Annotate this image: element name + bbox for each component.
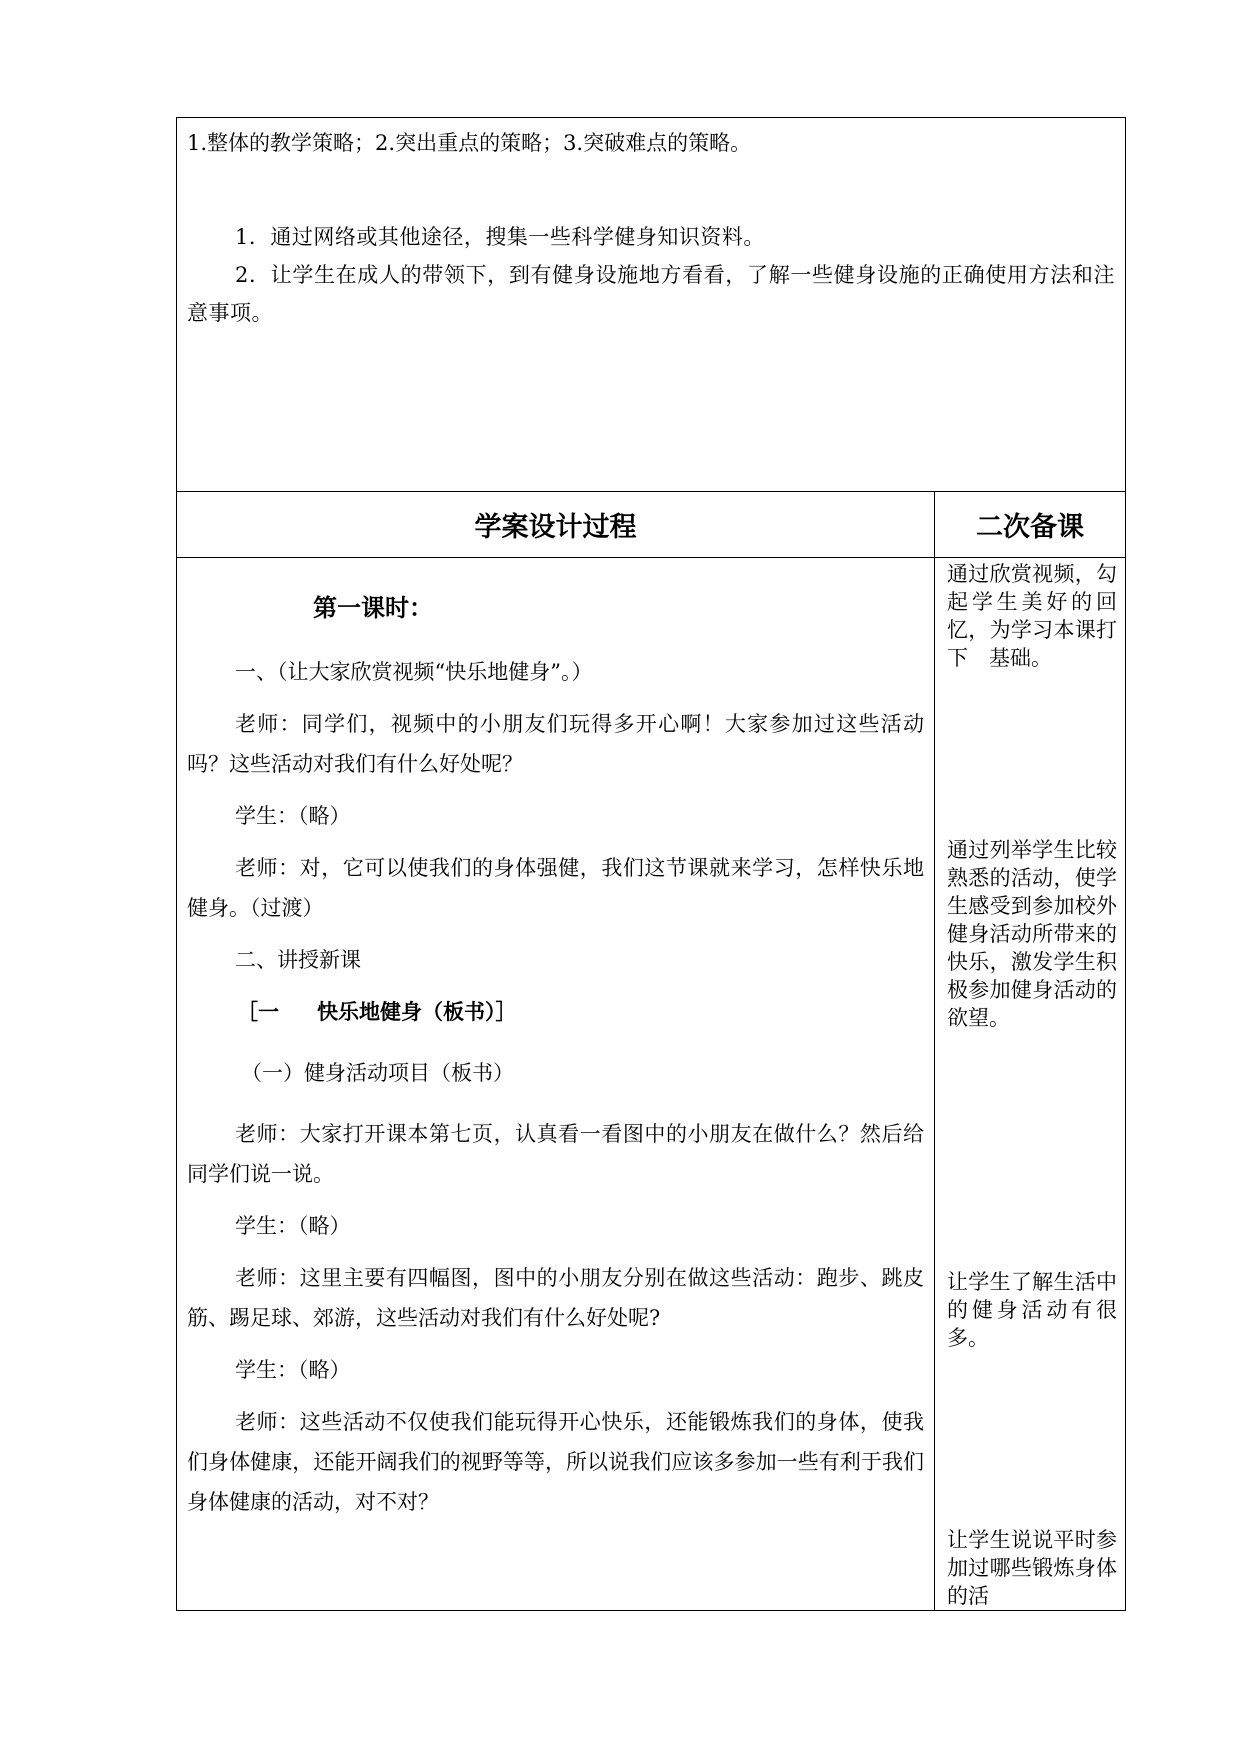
sub-heading: （一）健身活动项目（板书）: [241, 1061, 514, 1085]
lesson-content-cell: [177, 558, 935, 1611]
lesson-title: 第一课时：: [313, 594, 433, 622]
side-note: 让学生说说平时参加过哪些锻炼身体的活: [947, 1528, 1118, 1608]
lesson-paragraph: 老师：大家打开课本第七页，认真看一看图中的小朋友在做什么？然后给同学们说一说。: [187, 1122, 924, 1186]
main-column-header: 学案设计过程: [177, 492, 935, 558]
side-note: 通过欣赏视频，勾起学生美好的回忆，为学习本课打下 基础。: [947, 562, 1118, 670]
strategy-cell: [177, 118, 1126, 492]
strategy-heading: 1.整体的教学策略；2.突出重点的策略；3.突破难点的策略。: [187, 131, 752, 155]
lesson-paragraph: 老师：对，它可以使我们的身体强健，我们这节课就来学习，怎样快乐地健身。（过渡）: [187, 856, 924, 920]
lesson-paragraph: 老师：这里主要有四幅图，图中的小朋友分别在做这些活动：跑步、跳皮筋、踢足球、郊游，这些活动对我们有什么好处呢?: [187, 1266, 924, 1330]
strategy-row: [177, 118, 1126, 492]
lesson-paragraph: 一、（让大家欣赏视频“快乐地健身”。）: [235, 660, 593, 684]
section-heading: 二、讲授新课: [235, 948, 361, 972]
prep-item-1: 1．通过网络或其他途径，搜集一些科学健身知识资料。: [235, 225, 765, 249]
lesson-paragraph: 学生：（略）: [235, 804, 351, 828]
board-title: 快乐地健身（板书）］: [317, 1000, 517, 1024]
header-row: [177, 492, 1126, 558]
side-note: 让学生了解生活中的健身活动有很多。: [947, 1270, 1118, 1350]
lesson-paragraph: 学生：（略）: [235, 1214, 351, 1238]
lesson-plan-table: [176, 117, 1126, 1611]
side-column-header: 二次备课: [935, 492, 1126, 558]
side-note: 通过列举学生比较熟悉的活动，使学生感受到参加校外健身活动所带来的快乐，激发学生积极参加健身活动的欲望。: [947, 838, 1118, 1030]
lesson-paragraph: 老师：同学们，视频中的小朋友们玩得多开心啊！大家参加过这些活动吗？这些活动对我们有什么好处呢？: [187, 712, 924, 776]
lesson-paragraph: 学生：（略）: [235, 1358, 351, 1382]
secondary-notes-cell: [935, 558, 1126, 1611]
board-prefix: ［一: [237, 1000, 279, 1024]
board-heading: [187, 992, 924, 1032]
prep-item-2: 2．让学生在成人的带领下，到有健身设施地方看看，了解一些健身设施的正确使用方法和注意事项。: [187, 263, 1116, 325]
spacer: [187, 162, 1115, 218]
lesson-paragraph: 老师：这些活动不仅使我们能玩得开心快乐，还能锻炼我们的身体，使我们身体健康，还能开阔我们的视野等等，所以说我们应该多参加一些有利于我们身体健康的活动，对不对？: [187, 1410, 924, 1514]
content-row: [177, 558, 1126, 1611]
